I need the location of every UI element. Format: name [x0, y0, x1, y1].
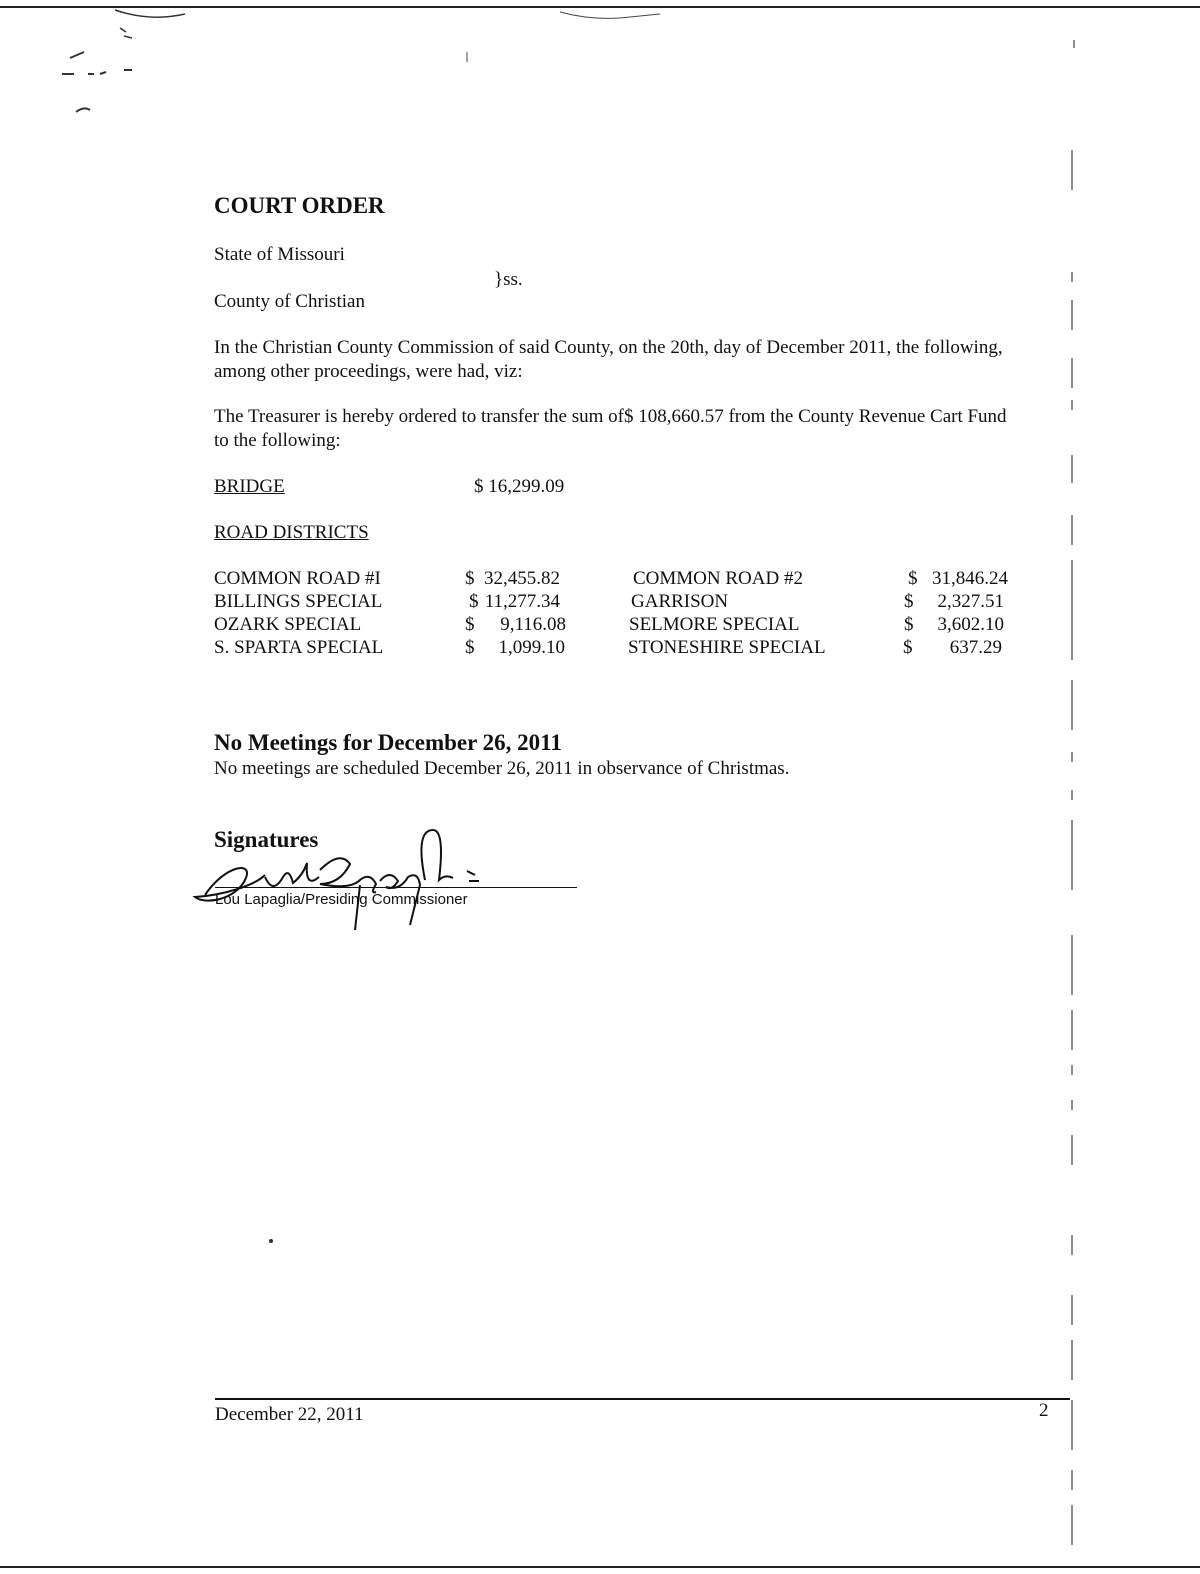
bridge-label: BRIDGE	[214, 476, 285, 497]
district-name: S. SPARTA SPECIAL	[214, 637, 384, 658]
footer-date: December 22, 2011	[215, 1404, 364, 1425]
amount-value: 637.29	[949, 637, 1002, 658]
district-amount	[465, 636, 565, 659]
meetings-text: No meetings are scheduled December 26, 2011 in observance of Christmas.	[214, 758, 790, 779]
district-name: GARRISON	[631, 591, 729, 612]
district-amount	[908, 567, 1008, 590]
intro-line-1: In the Christian County Commission of said County, on the 20th, day of December 2011, the following,	[214, 337, 1003, 358]
currency-symbol: $	[908, 568, 918, 589]
meetings-heading: No Meetings for December 26, 2011	[214, 730, 562, 755]
document-title: COURT ORDER	[214, 193, 385, 218]
district-amount	[465, 613, 566, 636]
amount-value: 9,116.08	[500, 614, 566, 635]
district-amount	[903, 636, 1002, 659]
transfer-line-2: to the following:	[214, 430, 341, 451]
currency-symbol: $	[465, 614, 475, 635]
ss-bracket: }ss.	[494, 269, 523, 290]
handwritten-signature	[185, 825, 515, 935]
district-name: OZARK SPECIAL	[214, 614, 362, 635]
currency-symbol: $	[904, 591, 914, 612]
transfer-line-1: The Treasurer is hereby ordered to transfer the sum of$ 108,660.57 from the County Revenue Cart Fund	[214, 406, 1007, 427]
district-name: COMMON ROAD #I	[214, 568, 381, 589]
state-line: State of Missouri	[214, 244, 345, 265]
district-amount	[469, 590, 560, 613]
currency-symbol: $	[469, 591, 479, 612]
amount-value: 31,846.24	[932, 568, 1008, 589]
district-amount	[904, 590, 1004, 613]
intro-line-2: among other proceedings, were had, viz:	[214, 361, 523, 382]
amount-value: 2,327.51	[937, 591, 1004, 612]
district-name: BILLINGS SPECIAL	[214, 591, 383, 612]
currency-symbol: $	[903, 637, 913, 658]
signer-line: Lou Lapaglia/Presiding Commissioner	[215, 891, 468, 908]
district-amount	[904, 613, 1004, 636]
district-name: STONESHIRE SPECIAL	[628, 637, 826, 658]
amount-value: 32,455.82	[484, 568, 560, 589]
amount-value: 11,277.34	[484, 591, 560, 612]
district-name: COMMON ROAD #2	[633, 568, 803, 589]
page-number: 2	[1039, 1400, 1049, 1421]
road-districts-heading: ROAD DISTRICTS	[214, 522, 369, 543]
amount-value: 3,602.10	[937, 614, 1004, 635]
currency-symbol: $	[465, 568, 475, 589]
bridge-amount: $ 16,299.09	[474, 476, 565, 497]
signatures-heading: Signatures	[214, 827, 319, 852]
amount-value: 1,099.10	[498, 637, 565, 658]
district-amount	[465, 567, 560, 590]
county-line: County of Christian	[214, 291, 365, 312]
district-name: SELMORE SPECIAL	[629, 614, 800, 635]
signature-line	[215, 887, 577, 888]
currency-symbol: $	[904, 614, 914, 635]
footer-rule	[215, 1398, 1070, 1400]
currency-symbol: $	[465, 637, 475, 658]
